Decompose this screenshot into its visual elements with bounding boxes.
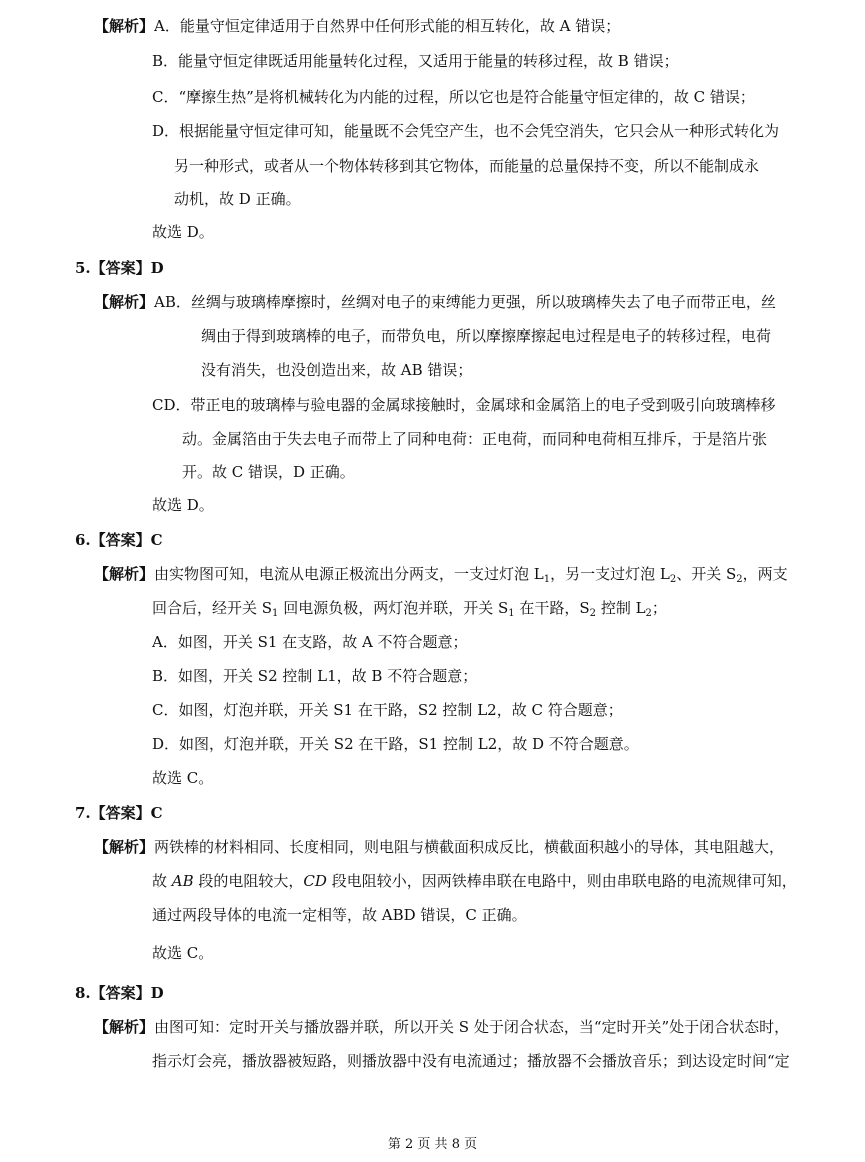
q7-answer: 7.【答案】C: [75, 804, 163, 822]
q7-analysis-line2: 故 AB 段的电阻较大，CD 段电阻较小，因两铁棒串联在电路中，则由串联电路的电流规律可知，: [152, 872, 797, 890]
q8-analysis-line2: 指示灯会亮，播放器被短路，则播放器中没有电流通过；播放器不会播放音乐；到达设定时间“定: [152, 1052, 790, 1070]
q5-analysis-ab-line2: 绸由于得到玻璃棒的电子，而带负电，所以摩擦摩擦起电过程是电子的转移过程，电荷: [201, 327, 772, 345]
analysis-label: 【解析】: [94, 565, 155, 583]
q4-option-b: B．能量守恒定律既适用能量转化过程，又适用于能量的转移过程，故 B 错误；: [152, 52, 679, 70]
q5-analysis-cd-line1: CD．带正电的玻璃棒与验电器的金属球接触时，金属球和金属箔上的电子受到吸引向玻璃棒移: [152, 396, 776, 414]
q5-analysis-cd-line3: 开。故 C 错误，D 正确。: [182, 463, 355, 481]
q6-option-d: D．如图，灯泡并联，开关 S2 在干路，S1 控制 L2，故 D 不符合题意。: [152, 735, 639, 753]
analysis-label: 【解析】: [94, 293, 155, 311]
q4-option-d-line3: 动机，故 D 正确。: [174, 190, 301, 208]
q7-conclusion: 故选 C。: [152, 944, 214, 962]
q6-option-a: A．如图，开关 S1 在支路，故 A 不符合题意；: [152, 633, 468, 651]
q6-option-c: C．如图，灯泡并联，开关 S1 在干路，S2 控制 L2，故 C 符合题意；: [152, 701, 623, 719]
q7-analysis-line3: 通过两段导体的电流一定相等，故 ABD 错误，C 正确。: [152, 906, 527, 924]
q4-option-c: C．“摩擦生热”是将机械转化为内能的过程，所以它也是符合能量守恒定律的，故 C 错误；: [152, 88, 755, 106]
q6-analysis-intro-line2: 回合后，经开关 $S_1$ 回电源负极，两灯泡并联，开关 $S_1$ 在干路，$S_2$ 控制 $L_2$；: [152, 599, 667, 619]
q5-analysis-cd-line2: 动。金属箔由于失去电子而带上了同种电荷：正电荷，而同种电荷相互排斥，于是箔片张: [182, 430, 768, 448]
q4-conclusion: 故选 D。: [152, 223, 214, 241]
analysis-label: 【解析】: [94, 838, 155, 856]
q5-analysis-ab-line3: 没有消失，也没创造出来，故 AB 错误；: [201, 361, 473, 379]
q4-analysis-a: 【解析】A．能量守恒定律适用于自然界中任何形式能的相互转化，故 A 错误；: [94, 17, 621, 35]
q5-answer: 5.【答案】D: [75, 259, 164, 277]
q4-option-d-line2: 另一种形式，或者从一个物体转移到其它物体，而能量的总量保持不变，所以不能制成永: [174, 157, 760, 175]
analysis-label: 【解析】: [94, 17, 155, 35]
q8-answer: 8.【答案】D: [75, 984, 164, 1002]
q5-analysis-ab-line1: 【解析】AB．丝绸与玻璃棒摩擦时，丝绸对电子的束缚能力更强，所以玻璃棒失去了电子而带正电，丝: [94, 293, 776, 311]
analysis-label: 【解析】: [94, 1018, 155, 1036]
q7-analysis-line1: 【解析】两铁棒的材料相同、长度相同，则电阻与横截面积成反比，横截面积越小的导体，其电阻越大，: [94, 838, 785, 856]
q6-analysis-intro-line1: 【解析】由实物图可知，电流从电源正极流出分两支，一支过灯泡 $L_1$，另一支过灯泡 $L_2$、开关 $S_2$，两支: [94, 565, 788, 585]
page-footer: 第 2 页 共 8 页: [387, 1137, 478, 1152]
q6-option-b: B．如图，开关 S2 控制 L1，故 B 不符合题意；: [152, 667, 478, 685]
q8-analysis-line1: 【解析】由图可知：定时开关与播放器并联，所以开关 S 处于闭合状态，当“定时开关”处于闭合状态时，: [94, 1018, 790, 1036]
q4-option-d-line1: D．根据能量守恒定律可知，能量既不会凭空产生，也不会凭空消失，它只会从一种形式转化为: [152, 122, 780, 140]
q6-conclusion: 故选 C。: [152, 769, 214, 787]
q5-conclusion: 故选 D。: [152, 496, 214, 514]
q6-answer: 6.【答案】C: [75, 531, 163, 549]
